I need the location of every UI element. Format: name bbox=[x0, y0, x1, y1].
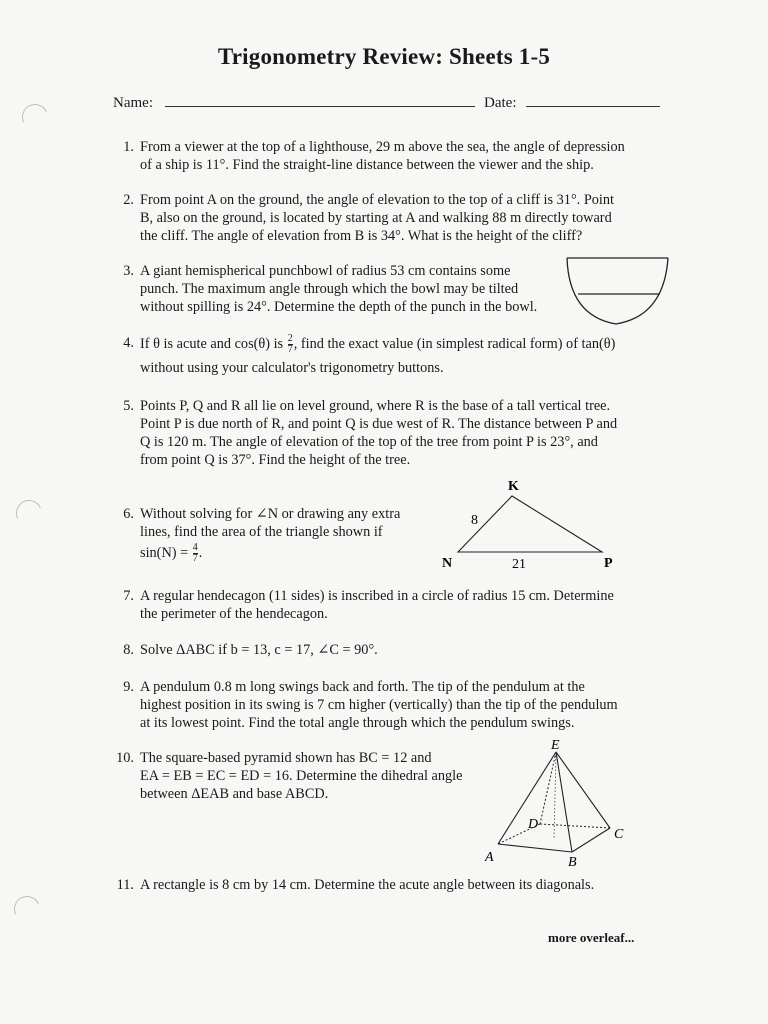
question-text: from point Q is 37°. Find the height of the tree. bbox=[140, 452, 411, 468]
edge-bc bbox=[572, 828, 610, 852]
question-number: 5. bbox=[123, 398, 134, 414]
question-text: A rectangle is 8 cm by 14 cm. Determine the acute angle between its diagonals. bbox=[140, 877, 595, 893]
pyramid-diagram bbox=[478, 738, 628, 870]
question-text: sin(N) = bbox=[140, 544, 189, 561]
edge-ec bbox=[556, 752, 610, 828]
question-number: 1. bbox=[123, 139, 134, 155]
pyramid-height bbox=[554, 752, 556, 838]
question-number: 8. bbox=[123, 642, 134, 658]
edge-cd bbox=[540, 824, 610, 828]
punch-hole bbox=[18, 100, 51, 133]
question-text: , find the exact value (in simplest radical form) of tan(θ) bbox=[293, 335, 616, 352]
question-text: The square-based pyramid shown has BC = 12 and bbox=[140, 750, 432, 766]
bowl-outline bbox=[567, 258, 668, 324]
question-text: From point A on the ground, the angle of elevation to the top of a cliff is 31°. Point bbox=[140, 192, 615, 208]
fraction bbox=[193, 543, 198, 564]
question-text: . bbox=[198, 544, 203, 561]
question-text: If θ is acute and cos(θ) is bbox=[140, 335, 284, 352]
fraction-denominator: 7 bbox=[287, 344, 293, 355]
question-text: between ΔEAB and base ABCD. bbox=[140, 786, 329, 802]
question-text: From a viewer at the top of a lighthouse, 29 m above the sea, the angle of depression bbox=[140, 139, 625, 155]
triangle-nkp bbox=[458, 496, 602, 552]
name-row bbox=[113, 92, 475, 112]
question-number: 7. bbox=[123, 588, 134, 604]
question-text: without using your calculator's trigonometry buttons. bbox=[140, 360, 444, 376]
question-text: of a ship is 11°. Find the straight-line distance between the viewer and the ship. bbox=[140, 157, 594, 173]
question-text: A pendulum 0.8 m long swings back and forth. The tip of the pendulum at the bbox=[140, 679, 585, 695]
fraction bbox=[288, 334, 293, 355]
edge-eb bbox=[556, 752, 572, 852]
question-text: the cliff. The angle of elevation from B is 34°. What is the height of the cliff? bbox=[140, 228, 583, 244]
vertex-label-n: N bbox=[442, 556, 453, 571]
punch-hole bbox=[10, 892, 43, 925]
fraction-numerator: 2 bbox=[287, 333, 293, 344]
vertex-label-e: E bbox=[551, 738, 560, 753]
edge-ea bbox=[498, 752, 556, 844]
page-title: Trigonometry Review: Sheets 1-5 bbox=[217, 44, 551, 69]
vertex-label-p: P bbox=[604, 556, 613, 571]
edge-ed bbox=[540, 752, 556, 824]
question-number: 2. bbox=[123, 192, 134, 208]
question-text: at its lowest point. Find the total angle through which the pendulum swings. bbox=[140, 715, 575, 731]
question-text: EA = EB = EC = ED = 16. Determine the dihedral angle bbox=[140, 768, 463, 784]
side-length-nk: 8 bbox=[471, 513, 478, 528]
date-field[interactable] bbox=[526, 92, 660, 107]
question-text: the perimeter of the hendecagon. bbox=[140, 606, 328, 622]
question-text: A regular hendecagon (11 sides) is inscribed in a circle of radius 15 cm. Determine bbox=[140, 588, 614, 604]
fraction-denominator: 7 bbox=[192, 553, 198, 564]
question-text: Points P, Q and R all lie on level ground, where R is the base of a tall vertical tree. bbox=[140, 398, 611, 414]
side-length-np: 21 bbox=[512, 557, 526, 572]
question-text: Without solving for ∠N or drawing any extra bbox=[140, 506, 401, 522]
vertex-label-b: B bbox=[568, 855, 577, 870]
question-number: 9. bbox=[123, 679, 134, 695]
question-text: punch. The maximum angle through which the bowl may be tilted bbox=[140, 281, 519, 297]
question-number: 3. bbox=[123, 263, 134, 279]
question-text: highest position in its swing is 7 cm higher (vertically) than the tip of the pendulum bbox=[140, 697, 618, 713]
vertex-label-a: A bbox=[485, 850, 494, 865]
more-overleaf-note: more overleaf... bbox=[548, 930, 635, 945]
question-text: without spilling is 24°. Determine the depth of the punch in the bowl. bbox=[140, 299, 538, 315]
fraction-numerator: 4 bbox=[192, 542, 198, 553]
name-label: Name: bbox=[113, 95, 153, 111]
date-row bbox=[484, 92, 660, 112]
name-field[interactable] bbox=[165, 92, 475, 107]
vertex-label-d: D bbox=[528, 817, 539, 832]
question-number: 4. bbox=[123, 335, 134, 351]
question-text: Point P is due north of R, and point Q is due west of R. The distance between P and bbox=[140, 416, 618, 432]
question-text: A giant hemispherical punchbowl of radius 53 cm contains some bbox=[140, 263, 511, 279]
question-text: B, also on the ground, is located by starting at A and walking 88 m directly toward bbox=[140, 210, 612, 226]
vertex-label-k: K bbox=[508, 479, 519, 494]
question-text: lines, find the area of the triangle shown if bbox=[140, 524, 383, 540]
question-number: 6. bbox=[123, 506, 134, 522]
question-text: Solve ΔABC if b = 13, c = 17, ∠C = 90°. bbox=[140, 642, 378, 658]
triangle-diagram bbox=[436, 472, 626, 572]
vertex-label-c: C bbox=[614, 827, 624, 842]
question-number: 11. bbox=[116, 877, 134, 893]
date-label: Date: bbox=[484, 95, 517, 111]
edge-ab bbox=[498, 844, 572, 852]
punch-hole bbox=[12, 496, 45, 529]
question-text: Q is 120 m. The angle of elevation of the top of the tree from point P is 23°, and bbox=[140, 434, 598, 450]
question-number: 10. bbox=[116, 750, 134, 766]
punchbowl-diagram bbox=[564, 254, 674, 326]
